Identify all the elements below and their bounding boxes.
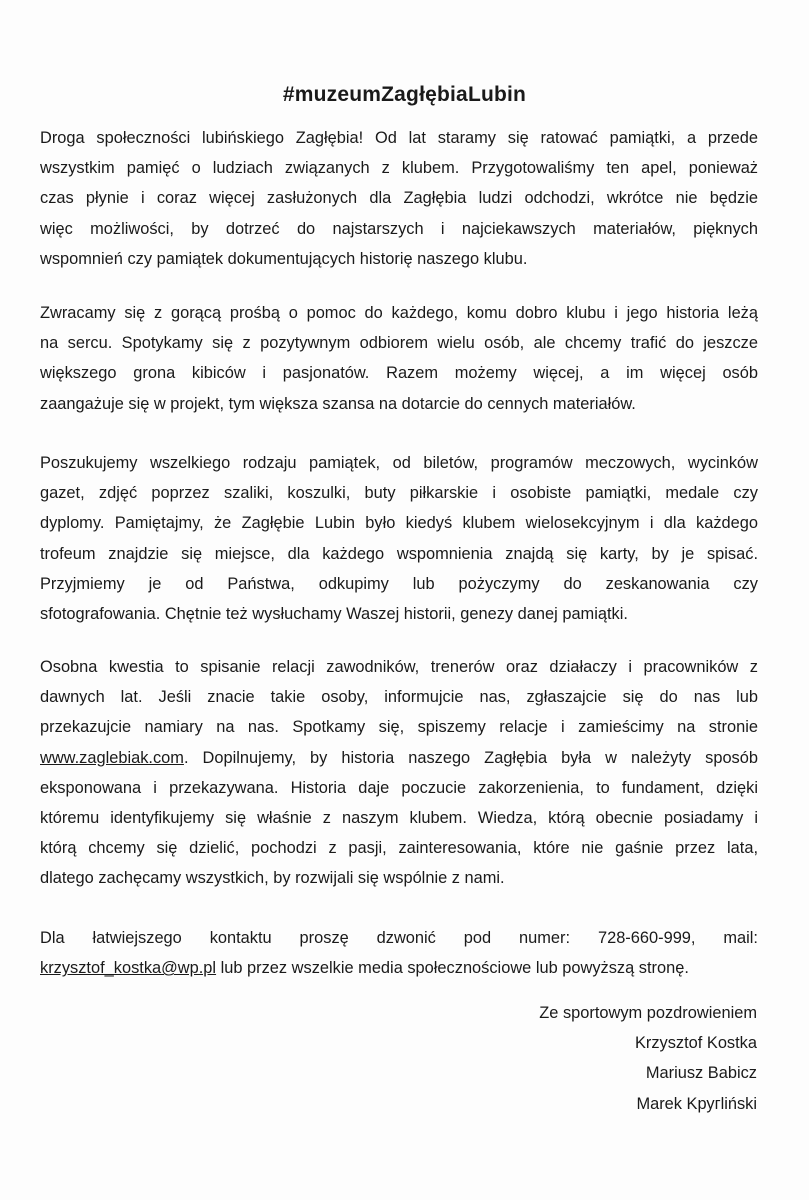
signatory-name: Marek Kругliński <box>636 1094 757 1113</box>
paragraph-contact <box>40 923 758 983</box>
text-line: dawnych lat. Jeśli znacie takie osoby, informujcie nas, zgłaszajcie się do nas lub <box>40 688 758 707</box>
text-line: którą chcemy się dzielić, pochodzi z pasji, zainteresowania, które nie gaśnie przez lata, <box>40 839 758 858</box>
paragraph-items-sought <box>40 448 758 629</box>
signatory-name: Mariusz Babicz <box>645 1064 757 1083</box>
text-line: dyplomy. Pamiętajmy, że Zagłębie Lubin było kiedyś klubem wielosekcyjnym i dla każdego <box>40 514 758 533</box>
text-line: wszystkim pamięć o ludziach związanych z klubem. Przygotowaliśmy ten apel, ponieważ <box>40 159 758 178</box>
text-line: większego grona kibiców i pasjonatów. Razem możemy więcej, a im więcej osób <box>40 364 758 383</box>
text-line: Poszukujemy wszelkiego rodzaju pamiątek, od biletów, programów meczowych, wycinków <box>40 454 758 472</box>
paragraph-appeal-intro <box>40 123 758 274</box>
signature-block <box>539 998 757 1119</box>
email-link[interactable]: krzysztof_kostka@wp.pl <box>40 959 217 978</box>
website-link[interactable]: www.zaglebiak.com <box>40 748 184 767</box>
text-line: eksponowana i przekazywana. Historia daje poczucie zakorzenienia, to fundament, dzięki <box>40 778 758 797</box>
document-title: #muzeumZagłębiaLubin <box>282 83 527 106</box>
text-line: sfotografowania. Chętnie też wysłuchamy Waszej historii, genezy danej pamiątki. <box>40 605 628 624</box>
paragraph-relations <box>40 652 758 894</box>
text-fragment: lub przez wszelkie media społecznościowe lub powyższą stronę. <box>216 959 689 978</box>
signature-greeting: Ze sportowym pozdrowieniem <box>539 1004 757 1022</box>
text-line: któremu identyfikujemy się właśnie z naszym klubem. Wiedza, którą obecnie posiadamy i <box>40 809 758 828</box>
text-line: dlatego zachęcamy wszystkich, by rozwijali się wspólnie z nami. <box>40 869 505 888</box>
signatory-name: Krzysztof Kostka <box>634 1034 757 1053</box>
text-line: Zwracamy się z gorącą prośbą o pomoc do każdego, komu dobro klubu i jego historia leżą <box>40 304 758 322</box>
text-line: Droga społeczności lubińskiego Zagłębia! Od lat staramy się ratować pamiątki, a przede <box>40 129 758 147</box>
text-line: Osobna kwestia to spisanie relacji zawodników, trenerów oraz działaczy i pracowników z <box>40 658 758 676</box>
text-fragment: . Dopilnujemy, by historia naszego Zagłębia była w należyty sposób <box>183 748 758 767</box>
text-line: Przyjmiemy je od Państwa, odkupimy lub pożyczymy do zeskanowania czy <box>40 574 758 593</box>
text-line: na sercu. Spotykamy się z pozytywnym odbiorem wielu osób, ale chcemy trafić do jeszcze <box>40 334 758 353</box>
text-line: czas płynie i coraz więcej zasłużonych dla Zagłębia ludzi odchodzi, wkrótce nie będzie <box>40 189 758 208</box>
text-line: zaangażuje się w projekt, tym większa szansa na dotarcie do cennych materiałów. <box>40 394 636 413</box>
paragraph-request-help <box>40 298 758 419</box>
text-line-with-link <box>40 743 758 773</box>
text-line: gazet, zdjęć poprzez szaliki, koszulki, buty piłkarskie i osobiste pamiątki, medale czy <box>40 484 758 503</box>
text-line: trofeum znajdzie się miejsce, dla każdego wspomnienia znajdą się karty, by je spisać. <box>40 544 758 563</box>
text-line: przekazujcie namiary na nas. Spotkamy się, spiszemy relacje i zamieścimy na stronie <box>40 718 758 737</box>
text-line-with-link <box>40 953 758 983</box>
text-line: Dla łatwiejszego kontaktu proszę dzwonić pod numer: 728-660-999, mail: <box>40 929 758 947</box>
text-line: więc możliwości, by dotrzeć do najstarszych i najciekawszych materiałów, pięknych <box>40 219 758 238</box>
text-line: wspomnień czy pamiątek dokumentujących historię naszego klubu. <box>40 249 528 268</box>
